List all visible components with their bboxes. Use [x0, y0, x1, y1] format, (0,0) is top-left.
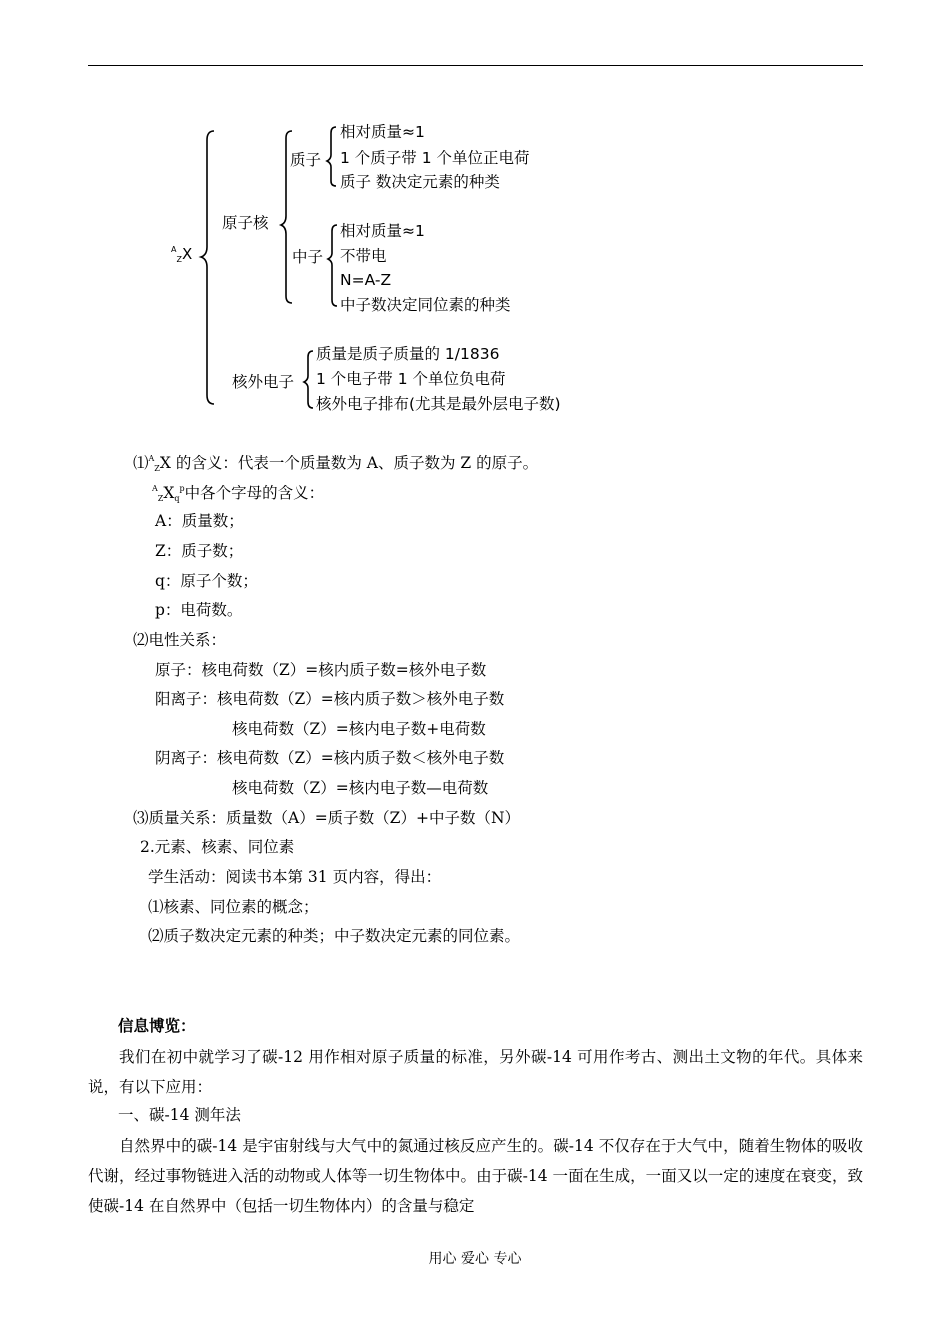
line-a: A：质量数； — [155, 512, 244, 530]
line-proton-neutron: ⑵质子数决定元素的种类；中子数决定元素的同位素。 — [148, 927, 521, 945]
neutron-item: 中子数决定同位素的种类 — [340, 296, 511, 314]
line-z: Z：质子数； — [155, 542, 244, 560]
line-p: p：电荷数。 — [155, 601, 243, 619]
section-heading: 2.元素、核素、同位素 — [140, 838, 295, 856]
neutron-label: 中子 — [292, 248, 324, 266]
proton-item: 1 个质子带 1 个单位正电荷 — [340, 149, 530, 167]
page-footer: 用心 爱心 专心 — [428, 1251, 522, 1267]
line-cation-2: 核电荷数（Z）=核内电子数+电荷数 — [232, 720, 486, 738]
line-q: q：原子个数； — [155, 572, 258, 590]
atom-structure-diagram — [0, 0, 950, 440]
electron-label: 核外电子 — [232, 373, 295, 391]
brace-electron — [304, 351, 313, 408]
info-subheading: 一、碳-14 测年法 — [118, 1106, 241, 1124]
line-anion-1: 阴离子：核电荷数（Z）=核内质子数＜核外电子数 — [155, 749, 505, 767]
electron-item: 质量是质子质量的 1/1836 — [316, 345, 500, 363]
line-atom: 原子：核电荷数（Z）=核内质子数=核外电子数 — [155, 661, 487, 679]
proton-item: 相对质量≈1 — [340, 123, 425, 141]
line-anion-2: 核电荷数（Z）=核内电子数—电荷数 — [232, 779, 489, 797]
info-paragraph-1: 我们在初中就学习了碳-12 用作相对原子质量的标准，另外碳-14 可用作考古、测出土文物的年代。具体来说，有以下应用： — [88, 1048, 863, 1096]
brace-neutron — [328, 225, 337, 306]
nucleus-label: 原子核 — [222, 214, 269, 232]
brace-proton — [327, 127, 336, 186]
proton-item: 质子 数决定元素的种类 — [340, 173, 500, 191]
proton-label: 质子 — [290, 151, 322, 169]
line-mass: ⑶质量关系：质量数（A）=质子数（Z）+中子数（N） — [133, 809, 521, 827]
line-electric: ⑵电性关系： — [133, 631, 227, 649]
info-paragraph-2: 自然界中的碳-14 是宇宙射线与大气中的氮通过核反应产生的。碳-14 不仅存在于大气中，随着生物体的吸收代谢，经过事物链进入活的动物或人体等一切生物体中。由于碳-14 一面在生成，一面又以一定的速度在衰变，致使碳-14 在自然界中（包括一切生物体内）的含量与稳定 — [88, 1137, 863, 1215]
info-heading: 信息博览： — [118, 1017, 196, 1035]
line-concept: ⑴核素、同位素的概念； — [148, 898, 319, 916]
electron-item: 1 个电子带 1 个单位负电荷 — [316, 370, 506, 388]
electron-item: 核外电子排布(尤其是最外层电子数) — [316, 395, 561, 413]
root-label: $^A_Z$X — [171, 245, 193, 264]
neutron-item: 相对质量≈1 — [340, 222, 425, 240]
neutron-item: 不带电 — [340, 247, 387, 265]
line-cation-1: 阳离子：核电荷数（Z）=核内质子数＞核外电子数 — [155, 690, 505, 708]
line-letters: $^A_ZX_q^p$中各个字母的含义： — [152, 484, 325, 503]
line-activity: 学生活动：阅读书本第 31 页内容，得出： — [148, 868, 442, 886]
line-meaning: ⑴$^A_Z$X 的含义：代表一个质量数为 A、质子数为 Z 的原子。 — [133, 454, 539, 473]
brace-root — [201, 131, 214, 404]
neutron-item: N=A-Z — [340, 271, 392, 289]
